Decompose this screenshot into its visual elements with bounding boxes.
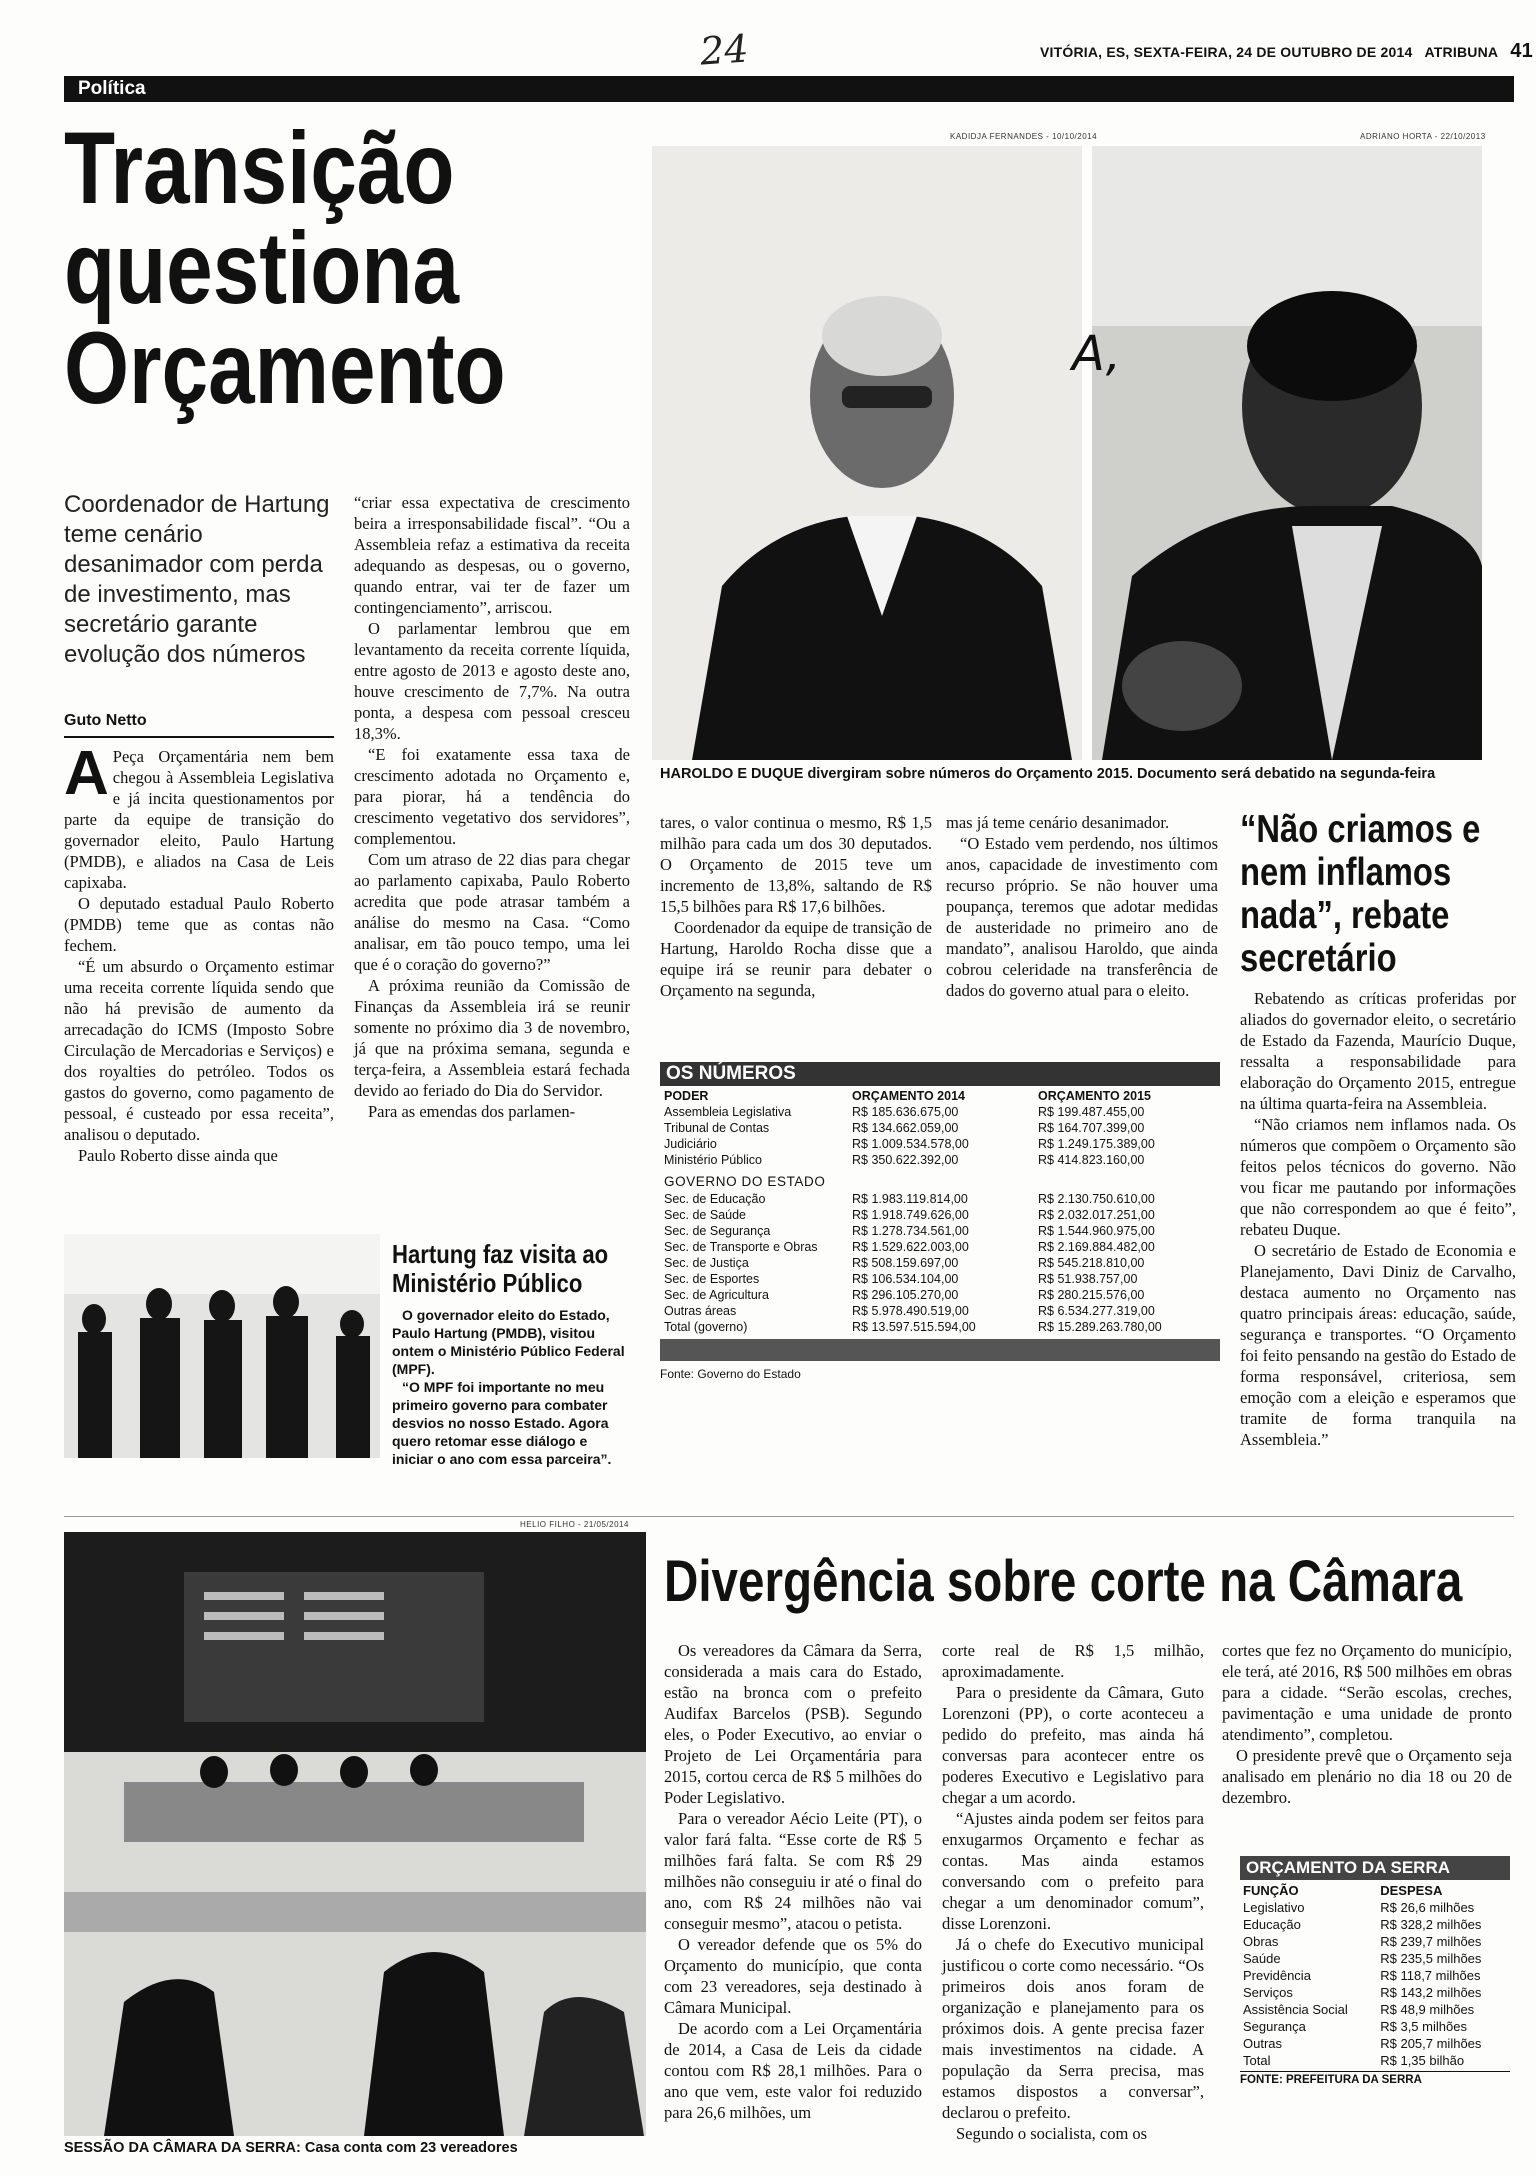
column-header: ORÇAMENTO 2015 <box>1038 1089 1151 1103</box>
table-row <box>1240 1899 1510 1916</box>
group-photo-icon <box>64 1234 380 1458</box>
paragraph: O parlamentar lembrou que em levantamento da receita corrente líquida, entre agosto de 2013 e agosto deste ano, houve crescimento de 7,7%. Na outra ponta, a despesa com pessoal cresceu 18,3%. <box>354 619 630 743</box>
headline-line-1: Transição <box>64 111 455 225</box>
handwritten-mark: 24 <box>698 26 750 74</box>
drop-cap: A <box>64 739 109 808</box>
table-cell: R$ 1.529.622.003,00 <box>852 1240 969 1254</box>
portrait-figure-icon <box>1092 146 1482 760</box>
table-cell: R$ 235,5 milhões <box>1380 1951 1482 1966</box>
table-cell: R$ 1.983.119.814,00 <box>852 1192 968 1206</box>
photo-caption <box>660 766 1500 782</box>
article-col-1 <box>64 739 334 1206</box>
table-header-row <box>660 1088 1220 1104</box>
table-row <box>660 1255 1220 1271</box>
table-cell: Educação <box>1243 1917 1301 1932</box>
camara-photo-caption <box>64 2140 664 2156</box>
paragraph: A Peça Orçamentária nem bem chegou à Assembleia Legislativa e já incita questionamentos por parte da equipe de transição do governador eleito, Paulo Hartung (PMDB), e aliados na Casa de Leis capixaba. <box>64 739 334 892</box>
section-divider <box>64 1516 1514 1517</box>
paragraph: Paulo Roberto disse ainda que <box>78 1146 278 1165</box>
serra-box <box>1240 1856 1510 2086</box>
numbers-box <box>660 1062 1220 1381</box>
table-cell: Legislativo <box>1243 1900 1305 1915</box>
paragraph: “É um absurdo o Orçamento estimar uma receita corrente líquida sendo que não há previsão de aumento da arrecadação do ICMS (Imposto Sobre Circulação de Mercadorias e Serviços) e dos royalties do petróleo. Todos os gastos do governo, como pagamento de pessoal, é custeado por essa receita”, analisou o deputado. <box>64 957 334 1144</box>
table-cell: Ministério Público <box>664 1153 762 1167</box>
paragraph: Coordenador da equipe de transição de Hartung, Haroldo Rocha disse que a equipe irá se reunir para debater o Orçamento na segunda, <box>660 918 932 1000</box>
numbers-box-title-bar <box>660 1062 1220 1086</box>
paragraph: O secretário de Estado de Economia e Planejamento, Davi Diniz de Carvalho, destaca aumento no Orçamento nas quatro principais áreas: educação, saúde, segurança e transportes. “O Orçamento foi feito pensando na gestão do Estado de forma responsável, criteriosa, sem emoção com a eleição e esperamos que tramite de forma tranquila na Assembleia.” <box>1240 1241 1516 1449</box>
numbers-box-bottom-bar <box>660 1339 1220 1361</box>
table-row <box>660 1120 1220 1136</box>
paragraph: Os vereadores da Câmara da Serra, considerada a mais cara do Estado, estão na bronca com o prefeito Audifax Barcelos (PSB). Segundo eles, o Poder Executivo, ao enviar o Projeto de Lei Orçamentária para 2015, cortou cerca de R$ 5 milhões do Poder Legislativo. <box>664 1641 922 1807</box>
table-cell: R$ 350.622.392,00 <box>852 1153 959 1167</box>
paragraph: “Ajustes ainda podem ser feitos para enxugarmos Orçamento e fechar as contas. Mas ainda estamos conversando com o prefeito para chegar a um denominador comum”, disse Lorenzoni. <box>942 1809 1204 1933</box>
numbers-box-source: Fonte: Governo do Estado <box>660 1367 801 1381</box>
serra-source: FONTE: PREFEITURA DA SERRA <box>1240 2074 1422 2086</box>
table-cell: Sec. de Educação <box>664 1192 766 1206</box>
table-cell: R$ 51.938.757,00 <box>1038 1272 1138 1286</box>
paragraph: corte real de R$ 1,5 milhão, aproximadamente. <box>942 1641 1204 1681</box>
column-header: FUNÇÃO <box>1243 1883 1299 1898</box>
photo-camara-session <box>64 1532 646 2136</box>
column-header: ORÇAMENTO 2014 <box>852 1089 965 1103</box>
headline-line-3: Orçamento <box>64 311 506 425</box>
table-cell: Sec. de Esportes <box>664 1272 760 1286</box>
table-cell: R$ 1.249.175.389,00 <box>1038 1137 1155 1151</box>
table-cell: R$ 2.130.750.610,00 <box>1038 1192 1155 1206</box>
paragraph: Para o vereador Aécio Leite (PT), o valor fará falta. “Esse corte de R$ 5 milhões fará falta. Se com R$ 29 milhões não conseguiu ir até o final do ano, com R$ 24 milhões não vai conseguir mesmo”, atacou o petista. <box>664 1809 922 1933</box>
photo-duque <box>1072 146 1482 760</box>
handwritten-annotation: A, <box>1072 326 1121 382</box>
paragraph: cortes que fez no Orçamento do município, ele terá, até 2016, R$ 500 milhões em obras para a cidade. “Serão escolas, creches, pavimentação e uma unidade de pronto atendimento”, completou. <box>1222 1641 1512 1744</box>
subhead: Coordenador de Hartung teme cenário desanimador com perda de investimento, mas secretário garante evolução dos números <box>64 491 330 668</box>
table-cell: Outras áreas <box>664 1304 737 1318</box>
table-row <box>1240 2035 1510 2052</box>
paragraph: Para o presidente da Câmara, Guto Lorenzoni (PP), o corte aconteceu a pedido do prefeito, mas ainda há conversas para acontecer entre os poderes Executivo e Legislativo para chegar a um acordo. <box>942 1683 1204 1807</box>
table-row <box>660 1303 1220 1319</box>
table-cell: R$ 164.707.399,00 <box>1038 1121 1145 1135</box>
table-row <box>1240 2001 1510 2018</box>
page-number: 41 <box>1510 40 1533 62</box>
table-row <box>1240 2018 1510 2035</box>
table-cell: Total (governo) <box>664 1320 748 1334</box>
numbers-poder-body <box>660 1104 1220 1168</box>
paragraph: “O MPF foi importante no meu primeiro governo para combater desvios no nosso Estado. Agora quero retomar esse diálogo e iniciar o ano com essa parceira”. <box>392 1379 612 1467</box>
table-cell: R$ 15.289.263.780,00 <box>1038 1320 1162 1334</box>
serra-rule <box>1240 2071 1510 2072</box>
paragraph: O deputado estadual Paulo Roberto (PMDB) teme que as contas não fechem. <box>64 894 334 955</box>
table-cell: R$ 143,2 milhões <box>1380 1985 1482 2000</box>
table-cell: Total <box>1243 2053 1271 2068</box>
paragraph: O governador eleito do Estado, Paulo Hartung (PMDB), visitou ontem o Ministério Público Federal (MPF). <box>392 1307 625 1377</box>
section-bar <box>64 76 1514 102</box>
table-cell: R$ 26,6 milhões <box>1380 1900 1475 1915</box>
dateline: VITÓRIA, ES, SEXTA-FEIRA, 24 DE OUTUBRO DE 2014 ATRIBUNA 41 <box>1040 40 1533 62</box>
table-cell: R$ 280.215.576,00 <box>1038 1288 1145 1302</box>
photo-credit-left: KADIDJA FERNANDES - 10/10/2014 <box>950 132 1098 141</box>
table-cell: R$ 296.105.270,00 <box>852 1288 959 1302</box>
table-cell: R$ 3,5 milhões <box>1380 2019 1467 2034</box>
hartung-text <box>392 1306 626 1468</box>
table-row <box>1240 1984 1510 2001</box>
table-cell: R$ 545.218.810,00 <box>1038 1256 1145 1270</box>
table-cell: R$ 134.662.059,00 <box>852 1121 959 1135</box>
table-cell: R$ 328,2 milhões <box>1380 1917 1482 1932</box>
table-row <box>660 1136 1220 1152</box>
table-row <box>660 1287 1220 1303</box>
table-cell: R$ 239,7 milhões <box>1380 1934 1482 1949</box>
table-cell: Assembleia Legislativa <box>664 1105 792 1119</box>
paragraph: “Não criamos nem inflamos nada. Os números que compõem o Orçamento são feitos pelos técnicos do governo. Não vou ficar me pautando por informações que não correspondem ao que é feito”, rebateu Duque. <box>1240 1115 1516 1239</box>
table-cell: R$ 185.636.675,00 <box>852 1105 959 1119</box>
article-col-3 <box>660 812 932 1056</box>
paragraph: Com um atraso de 22 dias para chegar ao parlamento capixaba, Paulo Roberto acredita que pode atrasar também a análise do mesmo na Casa. “Como analisar, em tão pouco tempo, uma lei que é o coração do governo?” <box>354 850 630 974</box>
table-cell: R$ 1.918.749.626,00 <box>852 1208 969 1222</box>
paragraph: “E foi exatamente essa taxa de crescimento adotada no Orçamento e, para piorar, há a tendência do crescimento vegetativo dos servidores”, complementou. <box>354 745 630 848</box>
table-row <box>1240 1933 1510 1950</box>
table-cell: R$ 1.009.534.578,00 <box>852 1137 969 1151</box>
table-row <box>1240 1967 1510 1984</box>
table-cell: Outras <box>1243 2036 1283 2051</box>
article-col-2 <box>354 492 630 1200</box>
table-cell: Sec. de Agricultura <box>664 1288 769 1302</box>
table-row <box>660 1319 1220 1335</box>
table-cell: R$ 5.978.490.519,00 <box>852 1304 969 1318</box>
table-cell: R$ 2.032.017.251,00 <box>1038 1208 1155 1222</box>
photo-hartung-mpf <box>64 1234 380 1458</box>
table-cell: R$ 199.487.455,00 <box>1038 1105 1145 1119</box>
article-col-4 <box>946 812 1218 1056</box>
table-cell: R$ 6.534.277.319,00 <box>1038 1304 1155 1318</box>
byline: Guto Netto <box>64 712 147 729</box>
table-cell: Judiciário <box>664 1137 717 1151</box>
table-cell: Previdência <box>1243 1968 1311 1983</box>
section-label: Política <box>78 78 146 99</box>
paragraph: De acordo com a Lei Orçamentária de 2014, a Casa de Leis da cidade contou com R$ 28,1 milhões. Para o ano que vem, este valor foi reduzido para 26,6 milhões, um <box>664 2019 922 2122</box>
column-header: PODER <box>664 1089 709 1103</box>
paper-name: ATRIBUNA <box>1424 44 1499 60</box>
table-cell: R$ 48,9 milhões <box>1380 2002 1475 2017</box>
table-cell: Obras <box>1243 1934 1279 1949</box>
caption-bold: SESSÃO DA CÂMARA DA SERRA: <box>64 2140 301 2156</box>
table-row <box>660 1104 1220 1120</box>
numbers-governo-body <box>660 1191 1220 1335</box>
table-row <box>660 1152 1220 1168</box>
numbers-table-governo <box>660 1191 1220 1335</box>
table-cell: Sec. de Justiça <box>664 1256 749 1270</box>
camara-col-1 <box>664 1640 922 2160</box>
caption-bold: HAROLDO E DUQUE <box>660 766 804 782</box>
paragraph: Segundo o socialista, com os <box>956 2124 1148 2143</box>
hartung-headline: Hartung faz visita ao Ministério Público <box>392 1239 609 1298</box>
table-cell: R$ 508.159.697,00 <box>852 1256 959 1270</box>
numbers-table-poder <box>660 1088 1220 1168</box>
table-header-row <box>1240 1882 1510 1899</box>
paragraph: tares, o valor continua o mesmo, R$ 1,5 milhão para cada um dos 30 deputados. O Orçamento de 2015 teve um incremento de 13,8%, saltando de R$ 15,5 bilhões para R$ 17,6 bilhões. <box>660 813 932 916</box>
table-cell: Assistência Social <box>1243 2002 1348 2017</box>
table-row <box>660 1239 1220 1255</box>
caption-rest: Casa conta com 23 vereadores <box>304 2140 518 2156</box>
paragraph: Para as emendas dos parlamen- <box>368 1102 576 1121</box>
table-cell: R$ 2.169.884.482,00 <box>1038 1240 1155 1254</box>
sidebar-headline: “Não criamos e nem inflamos nada”, rebate secretário <box>1240 808 1481 980</box>
table-row <box>1240 1950 1510 1967</box>
camara-col-2 <box>942 1640 1204 2160</box>
table-cell: Saúde <box>1243 1951 1281 1966</box>
headline <box>64 111 644 425</box>
sidebar-text <box>1240 988 1516 1518</box>
serra-box-title: ORÇAMENTO DA SERRA <box>1246 1858 1451 1877</box>
headline-line-2: questiona <box>64 211 460 325</box>
paragraph: Rebatendo as críticas proferidas por aliados do governador eleito, o secretário de Estado da Fazenda, Maurício Duque, ressalta a responsabilidade para elaboração do Orçamento 2015, entregue na última quarta-feira na Assembleia. <box>1240 989 1516 1113</box>
camara-photo-credit: HELIO FILHO - 21/05/2014 <box>520 1520 629 1529</box>
table-row <box>660 1223 1220 1239</box>
table-cell: R$ 1.278.734.561,00 <box>852 1224 969 1238</box>
paragraph: O presidente prevê que o Orçamento seja analisado em plenário no dia 18 ou 20 de dezembro. <box>1222 1746 1512 1807</box>
table-cell: R$ 106.534.104,00 <box>852 1272 959 1286</box>
paragraph: mas já teme cenário desanimador. <box>946 813 1170 832</box>
numbers-box-title: OS NÚMEROS <box>666 1063 796 1084</box>
camara-headline: Divergência sobre corte na Câmara <box>664 1549 1463 1614</box>
table-cell: Segurança <box>1243 2019 1306 2034</box>
serra-table <box>1240 1882 1510 2069</box>
table-cell: R$ 1.544.960.975,00 <box>1038 1224 1155 1238</box>
table-cell: R$ 13.597.515.594,00 <box>852 1320 976 1334</box>
table-row <box>660 1207 1220 1223</box>
table-cell: R$ 1,35 bilhão <box>1380 2053 1465 2068</box>
byline-rule <box>64 736 334 738</box>
photo-credit-right: ADRIANO HORTA - 22/10/2013 <box>1360 132 1486 141</box>
chamber-photo-icon <box>64 1532 646 2136</box>
serra-body <box>1240 1899 1510 2069</box>
caption-rest: divergiram sobre números do Orçamento 2015. Documento será debatido na segunda-feira <box>807 766 1436 782</box>
table-cell: R$ 414.823.160,00 <box>1038 1153 1145 1167</box>
table-cell: Sec. de Saúde <box>664 1208 747 1222</box>
table-row <box>660 1271 1220 1287</box>
column-header: DESPESA <box>1380 1883 1443 1898</box>
paragraph: “criar essa expectativa de crescimento beira a irresponsabilidade fiscal”. “Ou a Assembleia refaz a estimativa da receita adequando as despesas, ou o governo, quando entrar, vai ter de fazer um contingenciamento”, arriscou. <box>354 493 630 617</box>
camara-col-3 <box>1222 1640 1512 1830</box>
table-cell: R$ 205,7 milhões <box>1380 2036 1482 2051</box>
governo-label: GOVERNO DO ESTADO <box>664 1174 826 1189</box>
table-row <box>660 1191 1220 1207</box>
table-cell: Tribunal de Contas <box>664 1121 770 1135</box>
table-cell: Sec. de Transporte e Obras <box>664 1240 818 1254</box>
table-cell: R$ 118,7 milhões <box>1380 1968 1481 1983</box>
portrait-figure-icon <box>652 146 1082 760</box>
table-cell: Serviços <box>1243 1985 1293 2000</box>
table-row <box>1240 1916 1510 1933</box>
paragraph: O vereador defende que os 5% do Orçamento do município, que conta com 23 vereadores, seja destinado à Câmara Municipal. <box>664 1935 922 2017</box>
serra-box-title-bar <box>1240 1856 1510 1880</box>
paragraph: A próxima reunião da Comissão de Finanças da Assembleia irá se reunir somente no próximo dia 3 de novembro, já que na próxima semana, segunda e terça-feira, a Assembleia estará fechada devido ao feriado do Dia do Servidor. <box>354 976 630 1100</box>
table-row <box>1240 2052 1510 2069</box>
table-cell: Sec. de Segurança <box>664 1224 771 1238</box>
paragraph: “O Estado vem perdendo, nos últimos anos, capacidade de investimento com recurso próprio. Se não houver uma poupança, teremos que adotar medidas de austeridade no primeiro ano de mandato”, analisou Haroldo, que ainda cobrou celeridade na transferência de dados do governo atual para o eleito. <box>946 834 1218 1000</box>
paragraph: Já o chefe do Executivo municipal justificou o corte como necessário. “Os primeiros dois anos foram de organização e planejamento para os próximos dois. A gente precisa fazer mais investimentos na cidade. A população da Serra precisa, mas estamos dispostos a conversar”, declarou o prefeito. <box>942 1935 1204 2122</box>
photo-haroldo <box>652 146 1082 760</box>
